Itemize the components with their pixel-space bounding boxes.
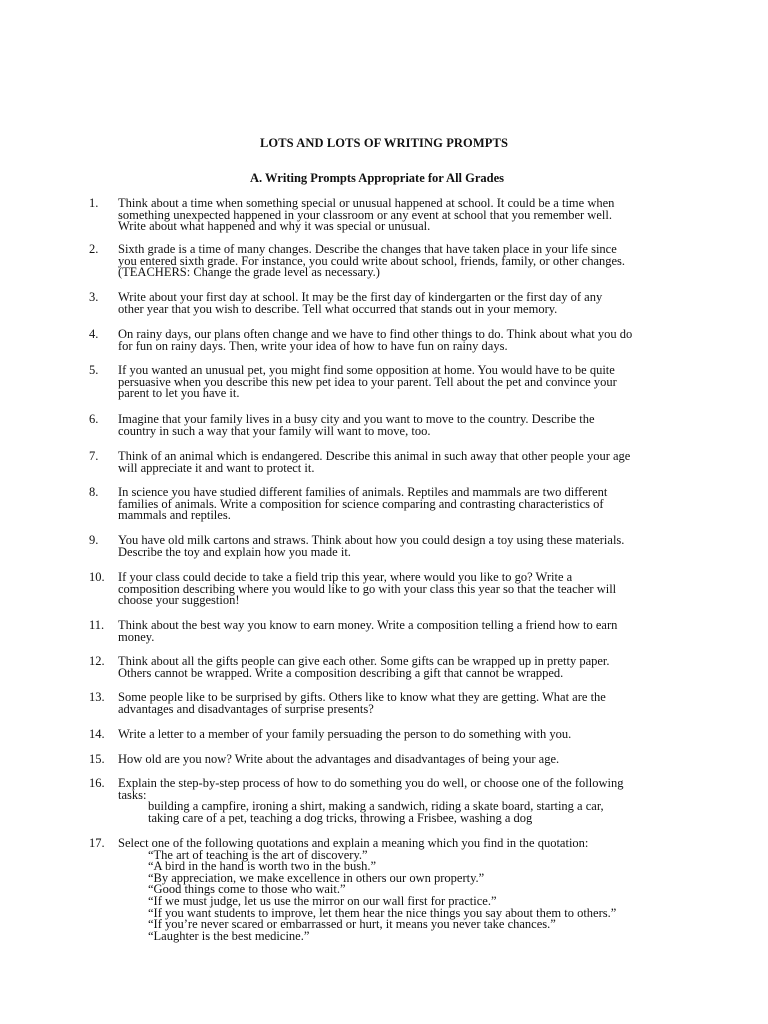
prompt-number: 2. bbox=[89, 242, 99, 256]
prompt-number: 13. bbox=[89, 690, 105, 704]
prompt-number: 6. bbox=[89, 412, 99, 426]
prompt-text: Think of an animal which is endangered. Describe this animal in such away that other people your age will appreciate it and want to protect it. bbox=[118, 449, 631, 475]
prompt-number: 10. bbox=[89, 570, 105, 584]
prompt-text: How old are you now? Write about the advantages and disadvantages of being your age. bbox=[118, 752, 560, 766]
prompt-text: Select one of the following quotations and explain a meaning which you find in the quotation: bbox=[118, 836, 589, 850]
prompt-number: 12. bbox=[89, 654, 105, 668]
prompt-text: On rainy days, our plans often change and we have to find other things to do. Think about what you do for fun on rainy days. Then, write your idea of how to have fun on rainy days. bbox=[118, 327, 633, 353]
prompt-number: 9. bbox=[89, 533, 99, 547]
prompt-number: 17. bbox=[89, 836, 105, 850]
prompt-number: 3. bbox=[89, 290, 99, 304]
prompt-text: Imagine that your family lives in a busy city and you want to move to the country. Describe the country in such a way that your family will want to move, too. bbox=[118, 412, 595, 438]
prompt-text: If your class could decide to take a field trip this year, where would you like to go? Write a composition describing where you would like to go with your class this year so that the teacher will choose your suggestion! bbox=[118, 570, 617, 608]
prompt-number: 4. bbox=[89, 327, 99, 341]
prompt-text: Think about all the gifts people can give each other. Some gifts can be wrapped up in pretty paper. Others cannot be wrapped. Write a composition describing a gift that cannot be wrapped. bbox=[118, 654, 610, 680]
section-heading: A. Writing Prompts Appropriate for All Grades bbox=[249, 171, 505, 185]
prompt-number: 15. bbox=[89, 752, 105, 766]
prompt-text: If you wanted an unusual pet, you might find some opposition at home. You would have to be quite persuasive when you describe this new pet idea to your parent. Tell about the pet and convince your parent to let you have it. bbox=[118, 363, 617, 401]
prompt-number: 7. bbox=[89, 449, 99, 463]
prompt-number: 8. bbox=[89, 485, 99, 499]
prompt-number: 14. bbox=[89, 727, 105, 741]
prompt-number: 5. bbox=[89, 363, 99, 377]
task-options: building a campfire, ironing a shirt, making a sandwich, riding a skate board, starting a car, taking care of a pet, teaching a dog tricks, throwing a Frisbee, washing a dog bbox=[148, 799, 604, 825]
prompt-text: Think about a time when something special or unusual happened at school. It could be a time when something unexpected happened in your classroom or any event at school that you remember well. Write about what happened and why it was special or unusual. bbox=[118, 196, 615, 234]
quotation-list: “The art of teaching is the art of discovery.” “A bird in the hand is worth two in the bush.” “By appreciation, we make excellence in others our own property.” “Good things come to those who wait.” “If we must judge, let us use the mirror on our wall first for practice.” “If you want students to improve, let them hear the nice things you say about them to others.” “If you’re never scared or embarrassed or hurt, it means you never take chances.” “Laughter is the best medicine.” bbox=[148, 847, 617, 943]
prompt-text: Explain the step-by-step process of how to do something you do well, or choose one of the following tasks: bbox=[118, 776, 624, 802]
prompt-text: You have old milk cartons and straws. Think about how you could design a toy using these materials. Describe the toy and explain how you made it. bbox=[118, 533, 625, 559]
prompt-text: Some people like to be surprised by gifts. Others like to know what they are getting. What are the advantages and disadvantages of surprise presents? bbox=[118, 690, 606, 716]
prompt-number: 16. bbox=[89, 776, 105, 790]
prompt-text: Write about your first day at school. It may be the first day of kindergarten or the first day of any other year that you wish to describe. Tell what occurred that stands out in your memory. bbox=[118, 290, 603, 316]
document-title: LOTS AND LOTS OF WRITING PROMPTS bbox=[259, 136, 509, 150]
prompt-number: 1. bbox=[89, 196, 99, 210]
prompt-number: 11. bbox=[89, 618, 105, 632]
prompt-text: Think about the best way you know to earn money. Write a composition telling a friend how to earn money. bbox=[118, 618, 618, 644]
prompt-text: Sixth grade is a time of many changes. Describe the changes that have taken place in your life since you entered sixth grade. For instance, you could write about school, friends, family, or other changes. (TEACHERS: Change the grade level as necessary.) bbox=[118, 242, 626, 280]
prompt-text: Write a letter to a member of your family persuading the person to do something with you. bbox=[118, 727, 572, 741]
prompt-text: In science you have studied different families of animals. Reptiles and mammals are two different families of animals. Write a composition for science comparing and contrasting characteristics of mammals and reptiles. bbox=[118, 485, 608, 523]
